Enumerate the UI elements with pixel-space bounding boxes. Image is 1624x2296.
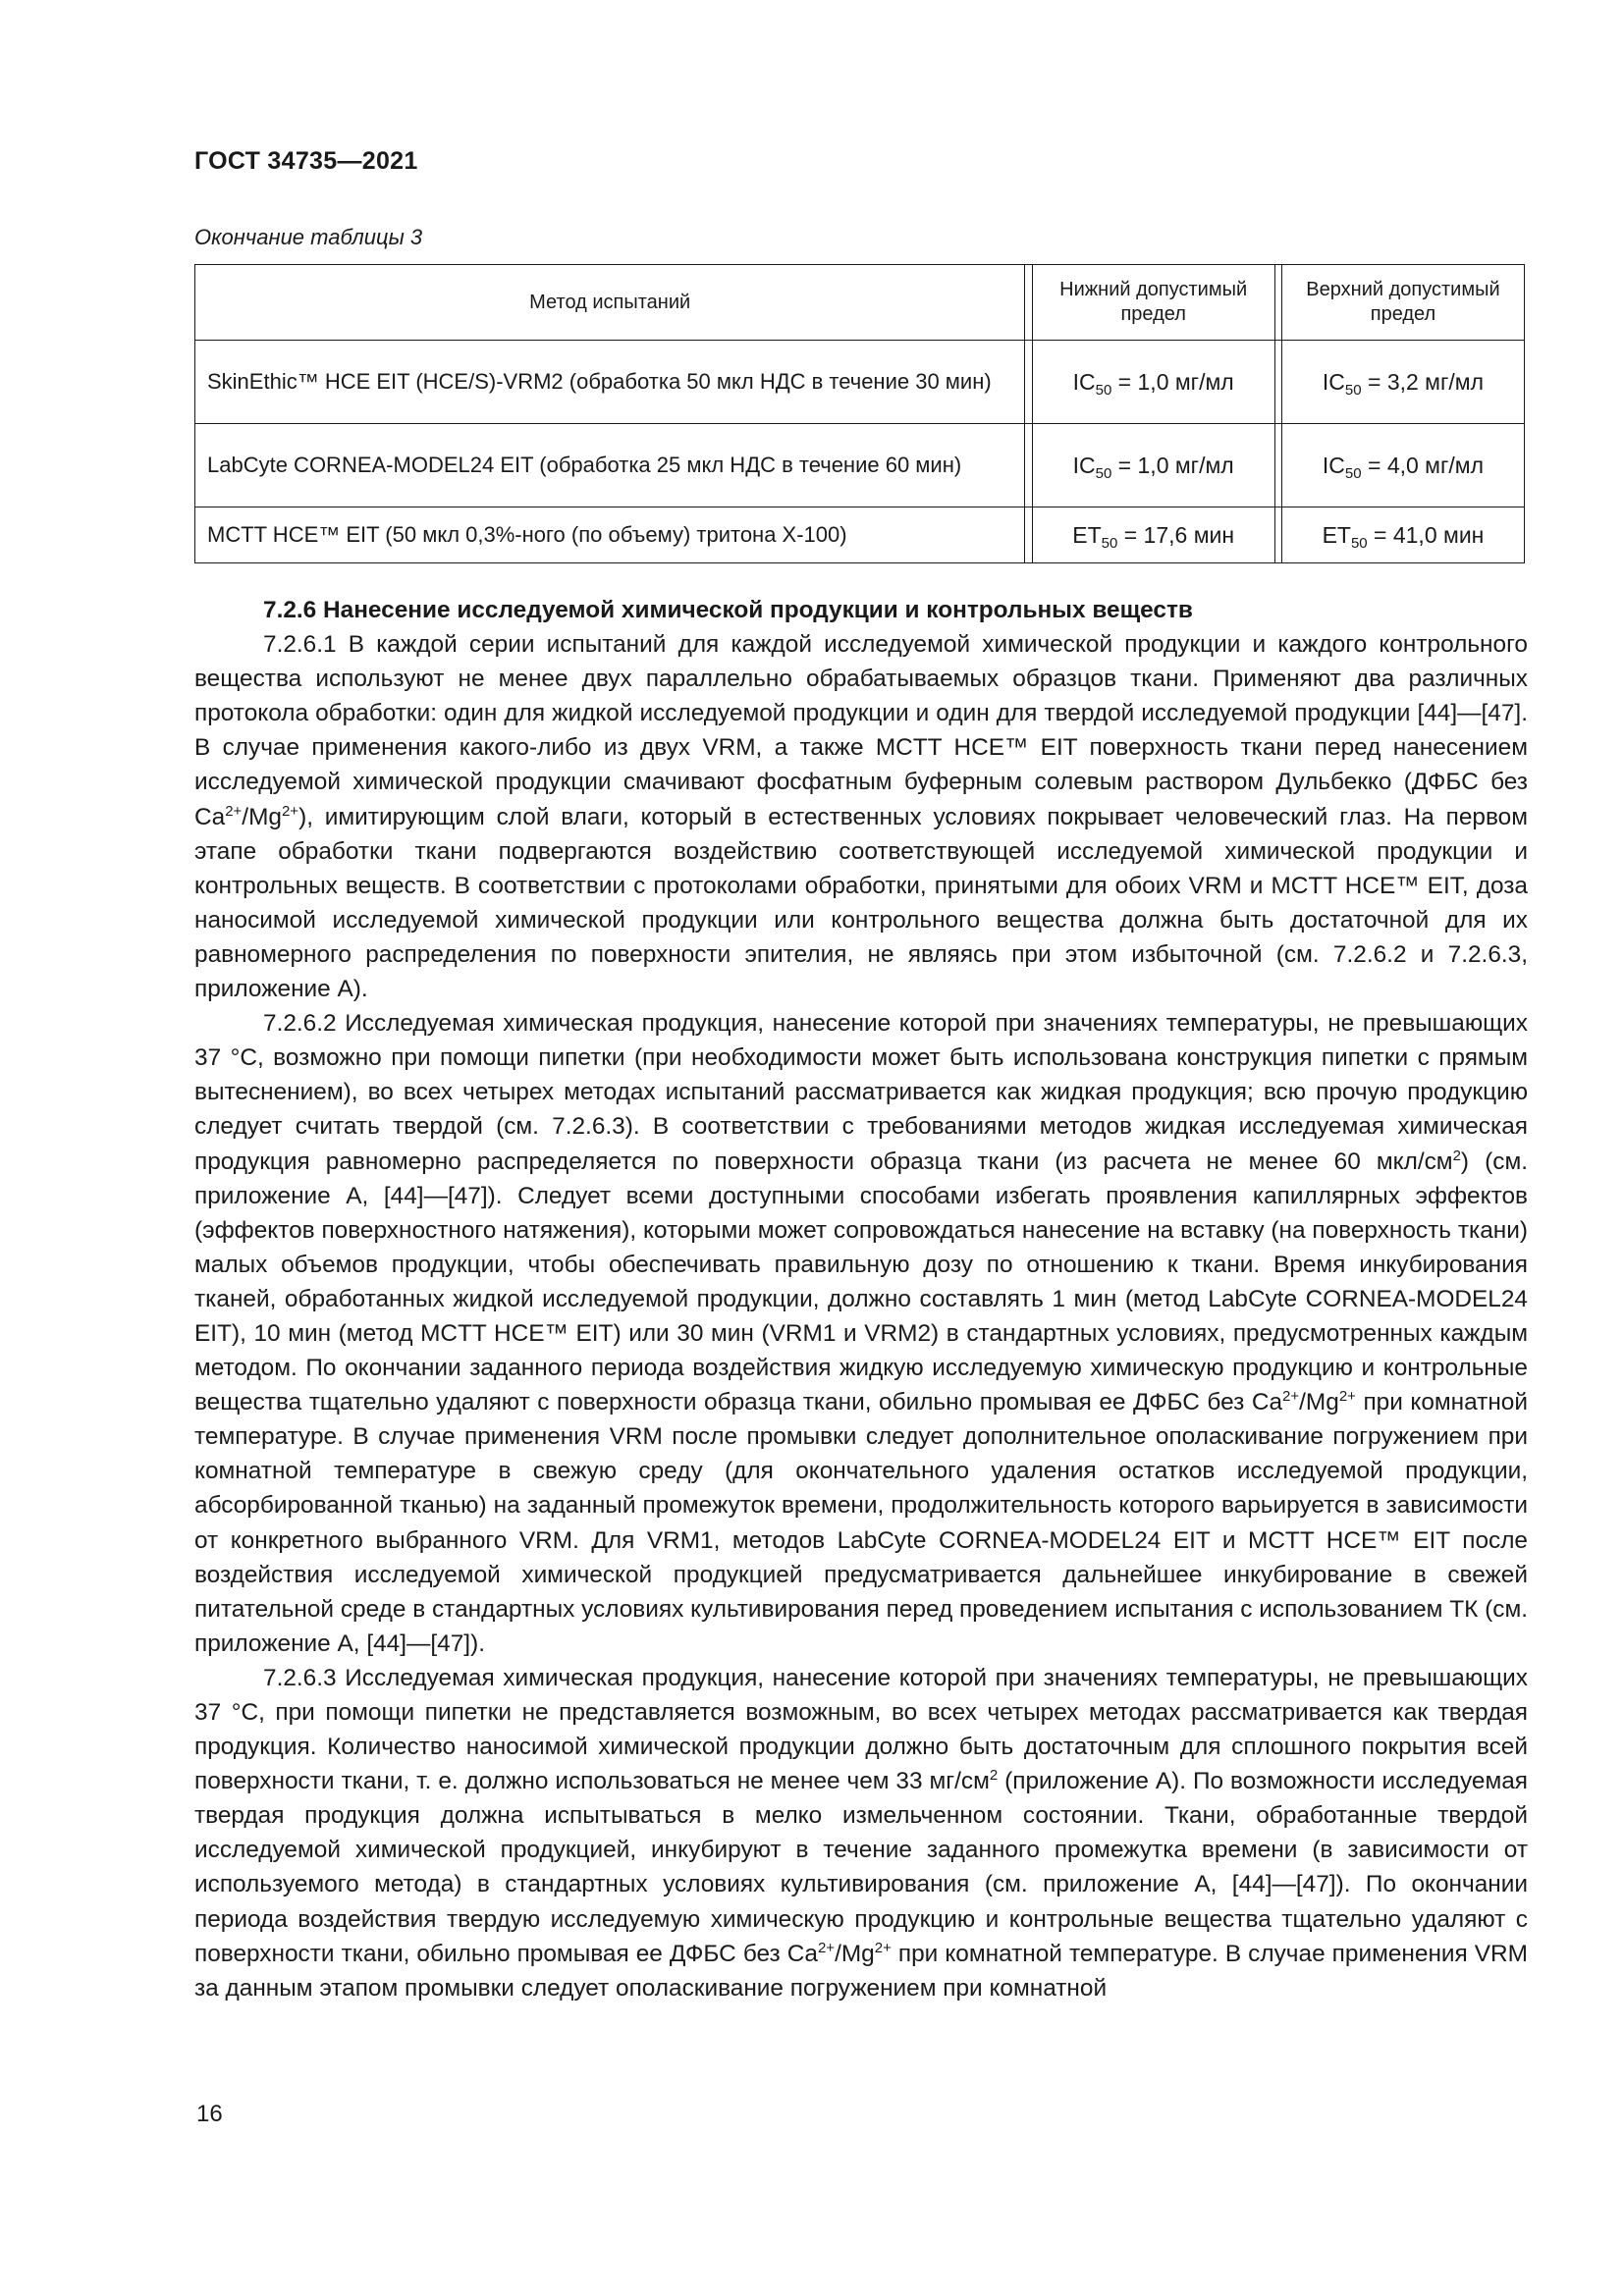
page-number: 16	[196, 2101, 223, 2127]
document-header: ГОСТ 34735—2021	[194, 147, 418, 175]
table-caption: Окончание таблицы 3	[194, 225, 423, 249]
section-body	[194, 593, 1528, 2005]
lower-limit-cell: $ET_{50} = 17,6$ мин	[1033, 507, 1275, 562]
document-page	[194, 147, 1528, 2005]
upper-limit-cell: $ET_{50} = 41,0$ мин	[1322, 521, 1485, 552]
upper-limit-cell: $IC_{50} = 4,0$ мг/мл	[1282, 424, 1524, 507]
method-cell: MCTT HCE™ EIT (50 мкл 0,3%-ного (по объему) тритона Х-100)	[195, 507, 1025, 562]
table-row	[195, 341, 1524, 424]
paragraph-7-2-6-2: 7.2.6.2 Исследуемая химическая продукция, нанесение которой при значениях температуры, не превышающих 37 °C, возможно при помощи пипетки (при необходимости может быть использована конструкция пипетки с прямым вытеснением), во всех четырех методах испытаний рассматривается как жидкая продукция; всю прочую продукцию следует считать твердой (см. 7.2.6.3). В соответствии с требованиями методов жидкая исследуемая химическая продукция равномерно распределяется по поверхности образца ткани (из расчета не менее 60 мкл/$см^2$) (см. приложение А, [44]—[47]). Следует всеми доступными способами избегать проявления капиллярных эффектов (эффектов поверхностного натяжения), которыми может сопровождаться нанесение на вставку (на поверхность ткани) малых объемов продукции, чтобы обеспечивать правильную дозу по отношению к ткани. Время инкубирования тканей, обработанных жидкой исследуемой продукции, должно составлять 1 мин (метод LabCyte CORNEA-MODEL24 EIT), 10 мин (метод MCTT HCE™ EIT) или 30 мин (VRM1 и VRM2) в стандартных условиях, предусмотренных каждым методом. По окончании заданного периода воздействия жидкую исследуемую химическую продукцию и контрольные вещества тщательно удаляют с поверхности образца ткани, обильно промывая ее ДФБС без $Ca^{2+}/Mg^{2+}$ при комнатной температуре. В случае применения VRM после промывки следует дополнительное ополаскивание погружением при комнатной температуре в свежую среду (для окончательного удаления остатков исследуемой продукции, абсорбированной тканью) на заданный промежуток времени, продолжительность которого варьируется в зависимости от конкретного выбранного VRM. Для VRM1, методов LabCyte CORNEA-MODEL24 EIT и MCTT HCE™ EIT после воздействия исследуемой химической продукцией предусматривается дальнейшее инкубирование в свежей питательной среде в стандартных условиях культивирования перед проведением испытания с использованием ТК (см. приложение А, [44]—[47]).	[194, 1010, 1528, 1657]
column-gap	[1025, 265, 1032, 341]
section-heading: 7.2.6 Нанесение исследуемой химической продукции и контрольных веществ	[263, 597, 1193, 623]
column-header-lower: Нижний допустимый предел	[1033, 265, 1275, 341]
column-header-method: Метод испытаний	[195, 265, 1025, 341]
table-row	[195, 507, 1524, 562]
table-header-row	[195, 265, 1524, 341]
column-gap	[1275, 265, 1282, 341]
method-cell: LabCyte CORNEA-MODEL24 EIT (обработка 25 мкл НДС в течение 60 мин)	[195, 424, 1025, 507]
paragraph-7-2-6-1: 7.2.6.1 В каждой серии испытаний для каждой исследуемой химической продукции и каждого контрольного вещества используют не менее двух параллельно обрабатываемых образцов ткани. Применяют два различных протокола обработки: один для жидкой исследуемой продукции и один для твердой исследуемой продукции [44]—[47]. В случае применения какого-либо из двух VRM, а также MCTT HCE™ EIT поверхность ткани перед нанесением исследуемой химической продукции смачивают фосфатным буферным солевым раствором Дульбекко (ДФБС без $Ca^{2+}/Mg^{2+}$), имитирующим слой влаги, который в естественных условиях покрывает человеческий глаз. На первом этапе обработки ткани подвергаются воздействию соответствующей исследуемой химической продукции и контрольных веществ. В соответствии с протоколами обработки, принятыми для обоих VRM и MCTT HCE™ EIT, доза наносимой исследуемой химической продукции или контрольного вещества должна быть достаточной для их равномерного распределения по поверхности эпителия, не являясь при этом избыточной (см. 7.2.6.2 и 7.2.6.3, приложение А).	[194, 631, 1528, 1003]
table-row	[195, 424, 1524, 507]
methods-table	[194, 264, 1525, 563]
lower-limit-cell: $IC_{50} = 1,0$ мг/мл	[1033, 341, 1275, 424]
column-header-upper: Верхний допустимый предел	[1282, 265, 1524, 341]
paragraph-7-2-6-3: 7.2.6.3 Исследуемая химическая продукция, нанесение которой при значениях температуры, не превышающих 37 °C, при помощи пипетки не представляется возможным, во всех четырех методах рассматривается как твердая продукция. Количество наносимой химической продукции должно быть достаточным для сплошного покрытия всей поверхности ткани, т. е. должно использоваться не менее чем 33 $мг/см^2$ (приложение А). По возможности исследуемая твердая продукция должна испытываться в мелко измельченном состоянии. Ткани, обработанные твердой исследуемой химической продукцией, инкубируют в течение заданного промежутка времени (в зависимости от используемого метода) в стандартных условиях культивирования (см. приложение А, [44]—[47]). По окончании периода воздействия твердую исследуемую химическую продукцию и контрольные вещества тщательно удаляют с поверхности ткани, обильно промывая ее ДФБС без $Ca^{2+}/Mg^{2+}$ при комнатной температуре. В случае применения VRM за данным этапом промывки следует ополаскивание погружением при комнатной	[194, 1664, 1528, 2002]
lower-limit-cell: $IC_{50} = 1,0$ мг/мл	[1033, 424, 1275, 507]
method-cell: SkinEthic™ HCE EIT (HCE/S)-VRM2 (обработка 50 мкл НДС в течение 30 мин)	[195, 341, 1025, 424]
upper-limit-cell: $IC_{50} = 3,2$ мг/мл	[1282, 341, 1524, 424]
